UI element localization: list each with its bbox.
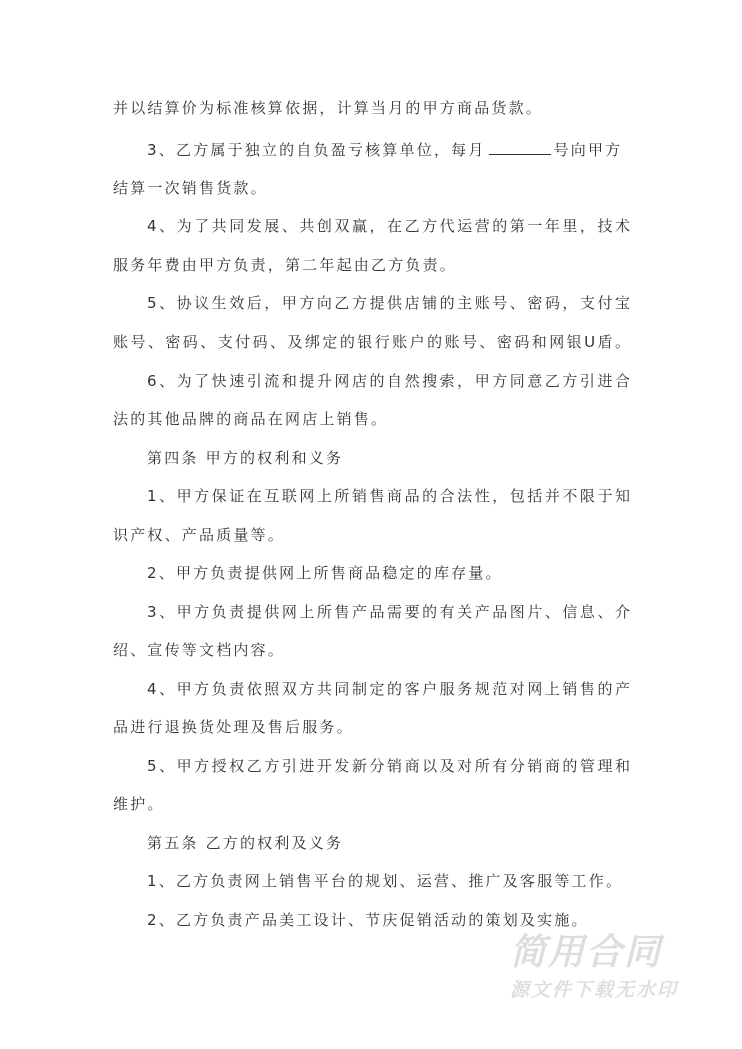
text-line: 1、甲方保证在互联网上所销售商品的合法性，包括并不限于知 (147, 487, 630, 505)
text-line: 2、甲方负责提供网上所售商品稳定的库存量。 (147, 564, 503, 582)
watermark-subtitle: 源文件下载无水印 (510, 979, 679, 1001)
section-heading: 第五条 乙方的权利及义务 (147, 834, 344, 852)
text-line: 维护。 (113, 795, 165, 813)
text-line: 绍、宣传等文档内容。 (113, 641, 286, 659)
text-line: 法的其他品牌的商品在网店上销售。 (113, 410, 389, 428)
text-line: 1、乙方负责网上销售平台的规划、运营、推广及客服等工作。 (147, 872, 624, 890)
text-line: 4、为了共同发展、共创双赢，在乙方代运营的第一年里，技术 (147, 217, 630, 235)
text-line: 5、协议生效后，甲方向乙方提供店铺的主账号、密码，支付宝 (147, 294, 630, 312)
text-line: 4、甲方负责依照双方共同制定的客户服务规范对网上销售的产 (147, 680, 630, 698)
fill-in-blank (489, 140, 551, 155)
text-line: 2、乙方负责产品美工设计、节庆促销活动的策划及实施。 (147, 911, 589, 929)
text-segment: 号向甲方 (553, 141, 623, 159)
section-heading: 第四条 甲方的权利和义务 (147, 449, 344, 467)
text-line: 6、为了快速引流和提升网店的自然搜索，甲方同意乙方引进合 (147, 372, 630, 390)
text-line: 结算一次销售货款。 (113, 179, 268, 197)
text-line: 5、甲方授权乙方引进开发新分销商以及对所有分销商的管理和 (147, 757, 630, 775)
watermark-title: 简用合同 (510, 932, 663, 973)
text-line: 账号、密码、支付码、及绑定的银行账户的账号、密码和网银U盾。 (113, 333, 630, 351)
text-line: 品进行退换货处理及售后服务。 (113, 718, 354, 736)
text-line: 识产权、产品质量等。 (113, 526, 286, 544)
text-segment: 3、乙方属于独立的自负盈亏核算单位，每月 (147, 141, 486, 159)
text-line-with-blank (147, 138, 630, 162)
text-line: 服务年费由甲方负责，第二年起由乙方负责。 (113, 256, 458, 274)
text-line: 3、甲方负责提供网上所售产品需要的有关产品图片、信息、介 (147, 603, 630, 621)
text-line: 并以结算价为标准核算依据，计算当月的甲方商品货款。 (113, 99, 544, 117)
